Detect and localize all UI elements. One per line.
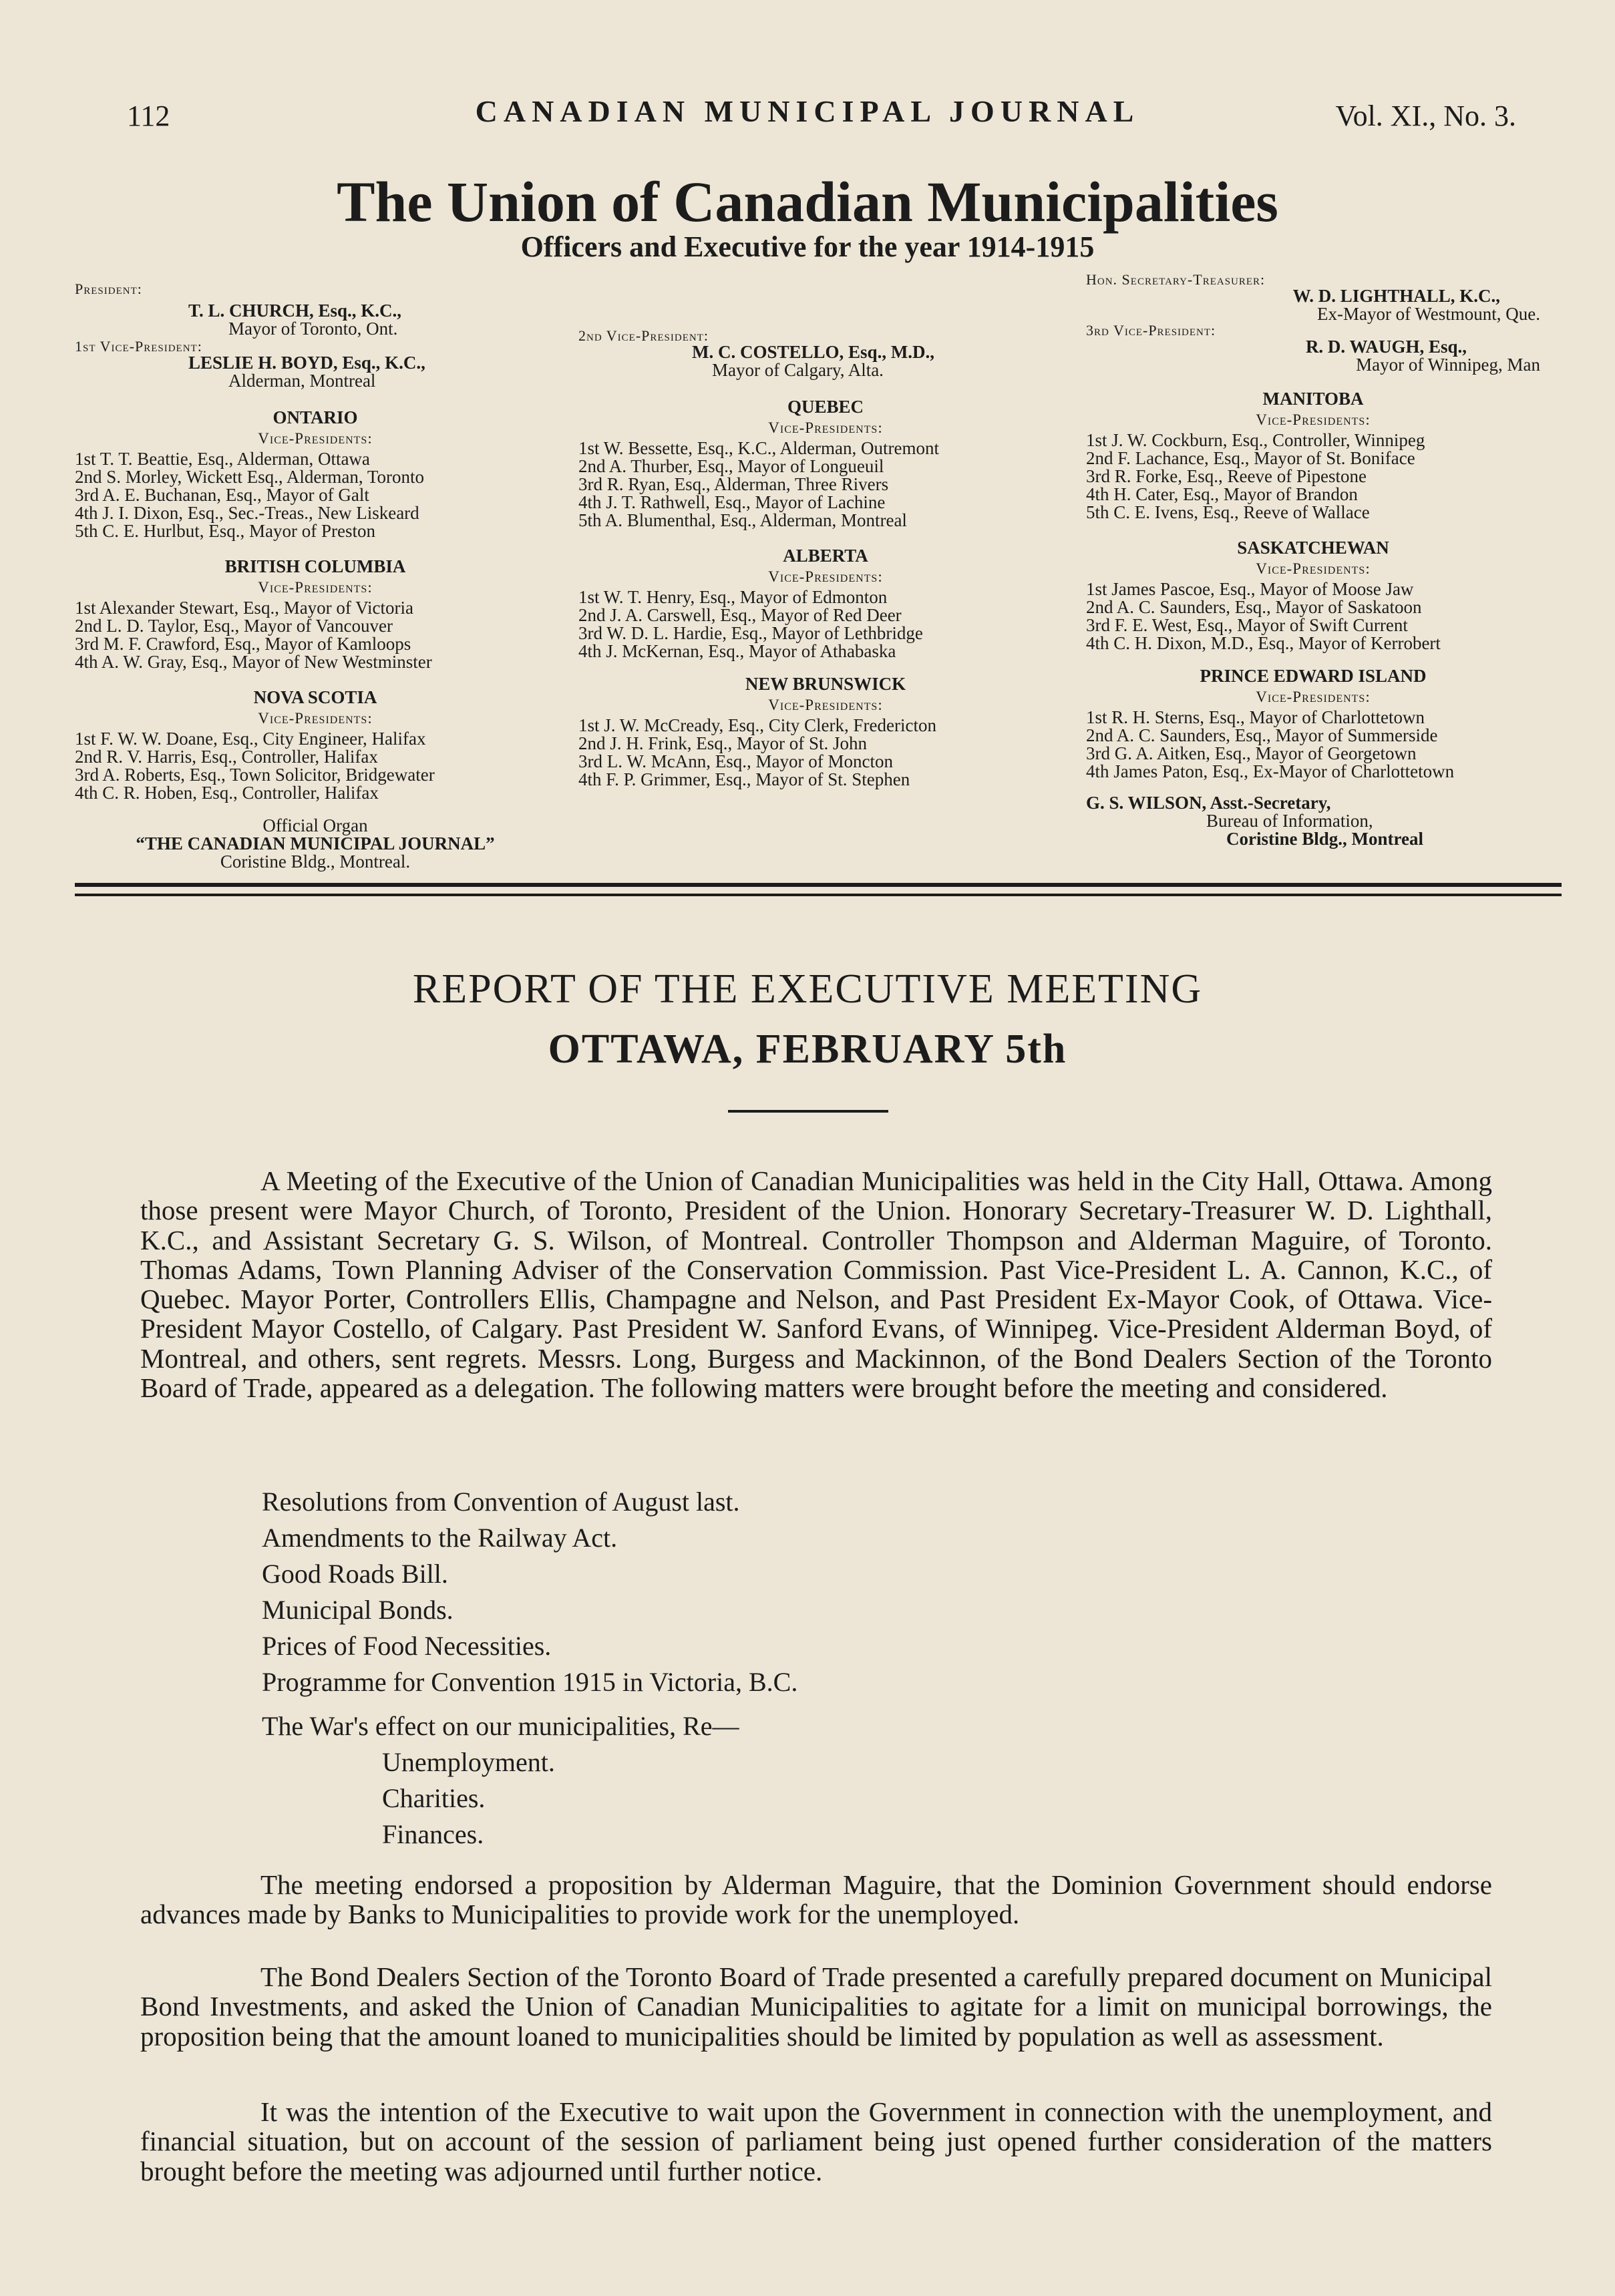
vp3-title: Mayor of Winnipeg, Man xyxy=(1356,355,1540,375)
list-item: 3rd M. F. Crawford, Esq., Mayor of Kamloops xyxy=(75,634,411,654)
report-paragraph: It was the intention of the Executive to wait upon the Government in connection with the unemployment, and financial situation, but on account of the session of parliament being just opened further consideration of the matters brought before the meeting was adjourned until further notice. xyxy=(140,2096,1492,2186)
list-item: 2nd S. Morley, Wickett Esq., Alderman, Toronto xyxy=(75,467,424,487)
manitoba-heading: MANITOBA xyxy=(1262,389,1364,409)
report-heading: REPORT OF THE EXECUTIVE MEETING xyxy=(412,966,1203,1012)
alberta-heading: ALBERTA xyxy=(783,546,868,566)
hon-sec-name: W. D. LIGHTHALL, K.C., xyxy=(1292,286,1500,306)
divider-rule xyxy=(75,894,1562,896)
matters-list xyxy=(262,1484,797,1744)
alberta-vp-label: Vice-Presidents: xyxy=(768,568,883,585)
pei-heading: PRINCE EDWARD ISLAND xyxy=(1200,666,1427,686)
vp1-title: Alderman, Montreal xyxy=(228,371,376,391)
list-item: 2nd J. A. Carswell, Esq., Mayor of Red Deer xyxy=(578,605,902,625)
hon-sec-title: Ex-Mayor of Westmount, Que. xyxy=(1316,304,1540,324)
report-paragraph: A Meeting of the Executive of the Union of Canadian Municipalities was held in the City Hall, Ottawa. Among those present were Mayor Church, of Toronto, President of the Union. Honorary Secretary-Treasurer W. D. Lighthall, K.C., and Assistant Secretary G. S. Wilson, of Montreal. Controller Thompson and Alderman Maguire, of Toronto. Thomas Adams, Town Planning Adviser of the Conservation Commission. Past Vice-President L. A. Cannon, K.C., of Quebec. Mayor Porter, Controllers Ellis, Champagne and Nelson, and Past President Ex-Mayor Cook, of Ottawa. Vice-President Mayor Costello, of Calgary. Past President W. Sanford Evans, of Winnipeg. Vice-President Alderman Boyd, of Montreal, and others, sent regrets. Messrs. Long, Burgess and Mackinnon, of the Bond Dealers Section of the Toronto Board of Trade, appeared as a delegation. The following matters were brought before the meeting and considered. xyxy=(140,1165,1492,1403)
middle-column xyxy=(578,329,1073,789)
bc-vp-label: Vice-Presidents: xyxy=(258,579,373,596)
list-item: Unemployment. xyxy=(382,1747,555,1777)
list-item: 3rd R. Forke, Esq., Reeve of Pipestone xyxy=(1086,466,1367,486)
report-paragraph: The meeting endorsed a proposition by Alderman Maguire, that the Dominion Government should endorse advances made by Banks to Municipalities to provide work for the unemployed. xyxy=(140,1869,1492,1930)
quebec-heading: QUEBEC xyxy=(787,397,864,417)
ns-vp-label: Vice-Presidents: xyxy=(258,710,373,727)
list-item: 3rd A. Roberts, Esq., Town Solicitor, Bridgewater xyxy=(75,765,435,785)
bc-heading: BRITISH COLUMBIA xyxy=(224,556,406,576)
journal-name: CANADIAN MUNICIPAL JOURNAL xyxy=(475,94,1140,128)
asst-secretary-line3: Coristine Bldg., Montreal xyxy=(1226,829,1423,849)
volume-number: Vol. XI., No. 3. xyxy=(1335,100,1516,132)
list-item: 4th J. McKernan, Esq., Mayor of Athabaska xyxy=(578,641,896,661)
list-item: 2nd A. C. Saunders, Esq., Mayor of Summerside xyxy=(1086,725,1438,745)
list-item: 4th H. Cater, Esq., Mayor of Brandon xyxy=(1086,484,1358,504)
left-column xyxy=(75,282,556,871)
divider-rule xyxy=(75,883,1562,887)
list-item: 1st F. W. W. Doane, Esq., City Engineer, Halifax xyxy=(75,729,426,749)
list-item: Good Roads Bill. xyxy=(262,1559,448,1589)
ontario-vp-label: Vice-Presidents: xyxy=(258,430,373,447)
page-subtitle: Officers and Executive for the year 1914-1915 xyxy=(520,230,1095,263)
list-item: 4th F. P. Grimmer, Esq., Mayor of St. Stephen xyxy=(578,769,910,789)
list-item: 1st James Pascoe, Esq., Mayor of Moose Jaw xyxy=(1086,579,1414,599)
sask-vp-label: Vice-Presidents: xyxy=(1256,560,1371,577)
page-number: 112 xyxy=(127,100,170,132)
list-item: 4th A. W. Gray, Esq., Mayor of New Westminster xyxy=(75,652,432,672)
list-item: 2nd L. D. Taylor, Esq., Mayor of Vancouver xyxy=(75,616,393,636)
official-organ-address: Coristine Bldg., Montreal. xyxy=(220,851,411,872)
list-item: Resolutions from Convention of August last. xyxy=(262,1487,740,1517)
list-item: 1st R. H. Sterns, Esq., Mayor of Charlottetown xyxy=(1086,707,1425,727)
list-item: Municipal Bonds. xyxy=(262,1595,454,1625)
list-item: Amendments to the Railway Act. xyxy=(262,1523,618,1553)
vp3-label: 3rd Vice-President: xyxy=(1086,322,1216,339)
list-item: 3rd A. E. Buchanan, Esq., Mayor of Galt xyxy=(75,485,369,505)
president-title: Mayor of Toronto, Ont. xyxy=(228,319,398,339)
list-item: 5th C. E. Ivens, Esq., Reeve of Wallace xyxy=(1086,502,1370,522)
vp1-name: LESLIE H. BOYD, Esq., K.C., xyxy=(188,353,425,373)
right-column xyxy=(1086,272,1540,848)
list-item: 1st W. Bessette, Esq., K.C., Alderman, Outremont xyxy=(578,438,939,458)
list-item: 1st Alexander Stewart, Esq., Mayor of Victoria xyxy=(75,598,414,618)
list-item: 4th J. I. Dixon, Esq., Sec.-Treas., New Liskeard xyxy=(75,503,419,523)
official-organ-label: Official Organ xyxy=(262,815,368,835)
list-item: Prices of Food Necessities. xyxy=(262,1631,552,1661)
nb-vp-label: Vice-Presidents: xyxy=(768,697,883,713)
vp1-label: 1st Vice-President: xyxy=(75,338,202,355)
list-item: 2nd R. V. Harris, Esq., Controller, Halifax xyxy=(75,747,378,767)
president-name: T. L. CHURCH, Esq., K.C., xyxy=(188,301,402,321)
list-item: 2nd J. H. Frink, Esq., Mayor of St. John xyxy=(578,733,868,753)
hon-sec-label: Hon. Secretary-Treasurer: xyxy=(1086,271,1266,288)
list-item: 3rd L. W. McAnn, Esq., Mayor of Moncton xyxy=(578,751,893,771)
list-item: 1st W. T. Henry, Esq., Mayor of Edmonton xyxy=(578,587,888,607)
report-paragraph: The Bond Dealers Section of the Toronto Board of Trade presented a carefully prepared document on Municipal Bond Investments, and asked the Union of Canadian Municipalities to agitate for a limit on municipal borrowings, the proposition being that the amount loaned to municipalities should be limited by population as well as assessment. xyxy=(140,1961,1492,2052)
list-item: 3rd F. E. West, Esq., Mayor of Swift Current xyxy=(1086,615,1408,635)
list-item: 3rd W. D. L. Hardie, Esq., Mayor of Lethbridge xyxy=(578,623,923,643)
vp2-title: Mayor of Calgary, Alta. xyxy=(712,360,884,380)
list-item: 4th J. T. Rathwell, Esq., Mayor of Lachine xyxy=(578,492,886,512)
list-item: Charities. xyxy=(382,1783,486,1813)
list-item: 3rd G. A. Aitken, Esq., Mayor of Georgetown xyxy=(1086,743,1417,763)
report-subheading: OTTAWA, FEBRUARY 5th xyxy=(548,1026,1067,1072)
heading-rule xyxy=(728,1110,888,1113)
pei-vp-label: Vice-Presidents: xyxy=(1256,689,1371,705)
list-item: 5th A. Blumenthal, Esq., Alderman, Montreal xyxy=(578,510,907,530)
vp2-label: 2nd Vice-President: xyxy=(578,327,709,344)
list-item: Finances. xyxy=(382,1819,484,1849)
list-item: 1st T. T. Beattie, Esq., Alderman, Ottawa xyxy=(75,449,370,469)
war-effects-list xyxy=(382,1744,555,1853)
sask-heading: SASKATCHEWAN xyxy=(1237,538,1389,558)
asst-secretary-line2: Bureau of Information, xyxy=(1206,811,1373,831)
list-item: 1st J. W. Cockburn, Esq., Controller, Winnipeg xyxy=(1086,430,1425,450)
list-item: 1st J. W. McCready, Esq., City Clerk, Fredericton xyxy=(578,715,936,735)
nb-heading: NEW BRUNSWICK xyxy=(745,674,906,694)
page-title: The Union of Canadian Municipalities xyxy=(337,170,1278,234)
manitoba-vp-label: Vice-Presidents: xyxy=(1256,411,1371,428)
president-label: President: xyxy=(75,280,142,297)
vp3-name: R. D. WAUGH, Esq., xyxy=(1305,337,1467,357)
list-item: 3rd R. Ryan, Esq., Alderman, Three Rivers xyxy=(578,474,889,494)
official-organ-name: “THE CANADIAN MUNICIPAL JOURNAL” xyxy=(136,833,495,853)
ontario-heading: ONTARIO xyxy=(273,407,358,427)
list-item: 2nd F. Lachance, Esq., Mayor of St. Boniface xyxy=(1086,448,1415,468)
vp2-name: M. C. COSTELLO, Esq., M.D., xyxy=(692,342,935,362)
list-item: 2nd A. Thurber, Esq., Mayor of Longueuil xyxy=(578,456,884,476)
list-item: Programme for Convention 1915 in Victoria, B.C. xyxy=(262,1667,798,1697)
quebec-vp-label: Vice-Presidents: xyxy=(768,419,883,436)
ns-heading: NOVA SCOTIA xyxy=(253,687,377,707)
list-item: 4th James Paton, Esq., Ex-Mayor of Charlottetown xyxy=(1086,761,1455,781)
list-item: 2nd A. C. Saunders, Esq., Mayor of Saskatoon xyxy=(1086,597,1422,617)
list-item: 4th C. H. Dixon, M.D., Esq., Mayor of Kerrobert xyxy=(1086,633,1441,653)
list-item: 4th C. R. Hoben, Esq., Controller, Halifax xyxy=(75,783,379,803)
list-item: 5th C. E. Hurlbut, Esq., Mayor of Preston xyxy=(75,521,375,541)
asst-secretary-name: G. S. WILSON, Asst.-Secretary, xyxy=(1086,793,1331,813)
war-effects-intro: The War's effect on our municipalities, Re— xyxy=(262,1711,739,1741)
